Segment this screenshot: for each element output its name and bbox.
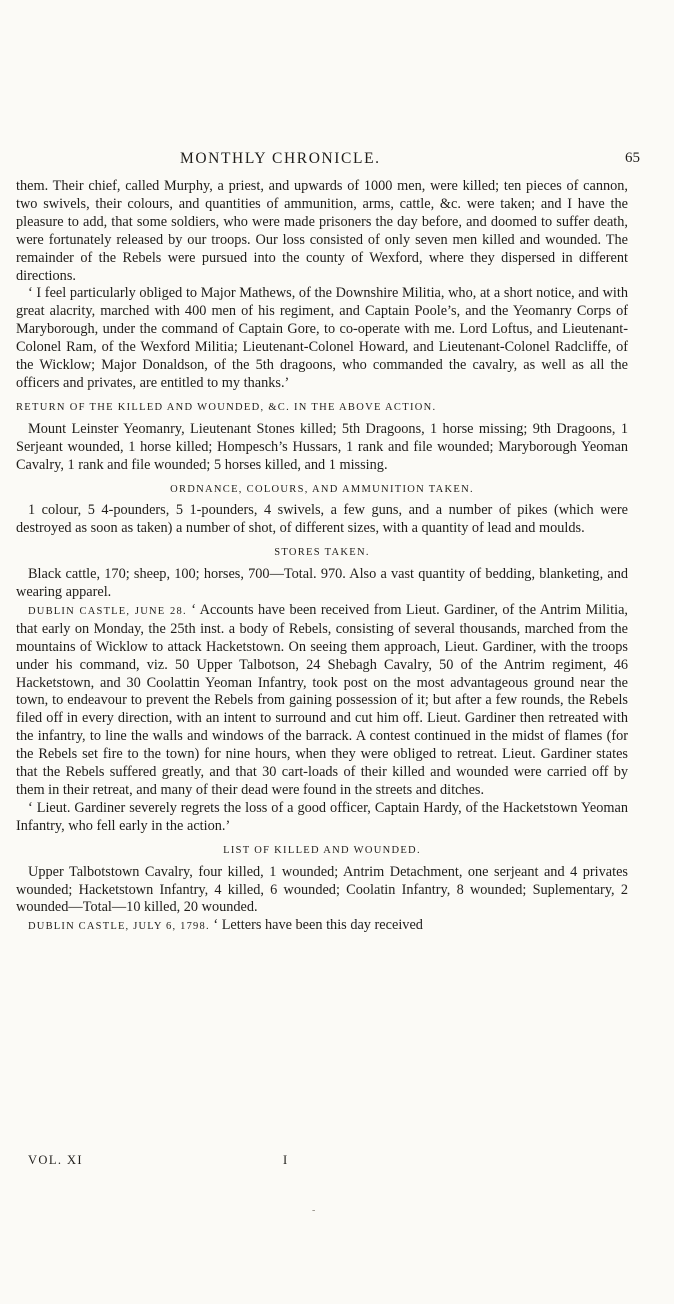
paragraph-regret: ‘ Lieut. Gardiner severely regrets the loss of a good officer, Captain Hardy, of the Hacketstown Yeoman Infantry, who fell early in the action.’ bbox=[16, 799, 628, 834]
dateline-june: DUBLIN CASTLE, JUNE 28. bbox=[28, 605, 187, 617]
page-number: 65 bbox=[625, 150, 640, 166]
paragraph-dublin-july bbox=[16, 917, 628, 936]
paragraph-killed-list: Upper Talbotstown Cavalry, four killed, 1 wounded; Antrim Detachment, one serjeant and 4 privates wounded; Hacketstown Infantry, 4 killed, 6 wounded; Coolatin Infantry, 8 wounded; Suplementary, 2 wounded—Total—10 killed, 20 wounded. bbox=[16, 863, 628, 916]
page-header bbox=[40, 150, 640, 170]
paragraph-ordnance: 1 colour, 5 4-pounders, 5 1-pounders, 4 swivels, a few guns, and a number of pikes (which were destroyed as soon as taken) a number of shot, of different sizes, with a quantity of lead and moulds. bbox=[16, 502, 628, 537]
dateline-july: DUBLIN CASTLE, JULY 6, 1798. bbox=[28, 921, 210, 933]
heading-list-killed: LIST OF KILLED AND WOUNDED. bbox=[223, 844, 421, 856]
stray-mark: - bbox=[312, 1205, 316, 1216]
volume-signature: VOL. XI bbox=[28, 1153, 83, 1167]
page-footer bbox=[28, 1153, 628, 1173]
paragraph-casualty-return: Mount Leinster Yeomanry, Lieutenant Stones killed; 5th Dragoons, 1 horse missing; 9th Dragoons, 1 Serjeant wounded, 1 horse killed; Hompesch’s Hussars, 1 rank and file wounded; Maryborough Yeoman Cavalry, 1 rank and file wounded; 5 horses killed, and 1 missing. bbox=[16, 420, 628, 473]
signature-mark: I bbox=[283, 1153, 289, 1167]
paragraph-dublin-june-text: ‘ Accounts have been received from Lieut. Gardiner, of the Antrim Militia, that early on Monday, the 25th inst. a body of Rebels, consisting of several thousands, marched from the mountains of Wicklow to attack Hacketstown. On seeing them approach, Lieut. Gardiner, with the troops under his command, viz. 50 Upper Talbotson, 24 Shebagh Cavalry, 50 of the Antrim regiment, 46 Hacketstown, and 30 Coolattin Yeoman Infantry, took post on the most advantageous ground near the town, to endeavour to prevent the Rebels from gaining possession of it; but after a few rounds, the Rebels filed off in every direction, with an intent to surround and cut him off. Lieut. Gardiner then retreated with the infantry, to line the walls and windows of the barrack. A contest continued in the midst of flames (for the Rebels set fire to the town) for nine hours, when they were obliged to retreat. Lieut. Gardiner states that the Rebels suffered greatly, and that 30 cart-loads of their killed and wounded were carried off by them in their retreat, and many of their dead were found in the streets and ditches. bbox=[16, 601, 628, 798]
article-body bbox=[16, 178, 628, 936]
heading-return-killed: RETURN OF THE KILLED AND WOUNDED, &C. IN THE ABOVE ACTION. bbox=[16, 401, 437, 413]
paragraph-dublin-july-text: ‘ Letters have been this day received bbox=[213, 917, 423, 934]
paragraph-stores: Black cattle, 170; sheep, 100; horses, 700—Total. 970. Also a vast quantity of bedding, blanketing, and wearing apparel. bbox=[16, 566, 628, 601]
running-head: MONTHLY CHRONICLE. bbox=[180, 150, 381, 167]
paragraph-battle-outcome: them. Their chief, called Murphy, a priest, and upwards of 1000 men, were killed; ten pieces of cannon, two swivels, their colours, and quantities of ammunition, arms, cattle, &c. were taken; and I have the pleasure to add, that some soldiers, who were made prisoners the day before, and doomed to suffer death, were fortunately released by our troops. Our loss consisted of only seven men killed and wounded. The remainder of the Rebels were pursued into the county of Wexford, where they dispersed in different directions. bbox=[16, 178, 628, 284]
heading-ordnance: ORDNANCE, COLOURS, AND AMMUNITION TAKEN. bbox=[170, 483, 474, 495]
paragraph-thanks: ‘ I feel particularly obliged to Major Mathews, of the Downshire Militia, who, at a short notice, and with great alacrity, marched with 400 men of his regiment, and Captain Poole’s, and the Yeomanry Corps of Maryborough, under the command of Captain Gore, to co-operate with me. Lord Loftus, and Lieutenant-Colonel Ram, of the Wexford Militia; Lieutenant-Colonel Howard, and Lieutenant-Colonel Radcliffe, of the Wicklow; Major Donaldson, of the 5th dragoons, who commanded the cavalry, as well as all the officers and privates, are entitled to my thanks.’ bbox=[16, 285, 628, 391]
heading-stores: STORES TAKEN. bbox=[274, 547, 370, 559]
paragraph-dublin-june bbox=[16, 602, 628, 800]
